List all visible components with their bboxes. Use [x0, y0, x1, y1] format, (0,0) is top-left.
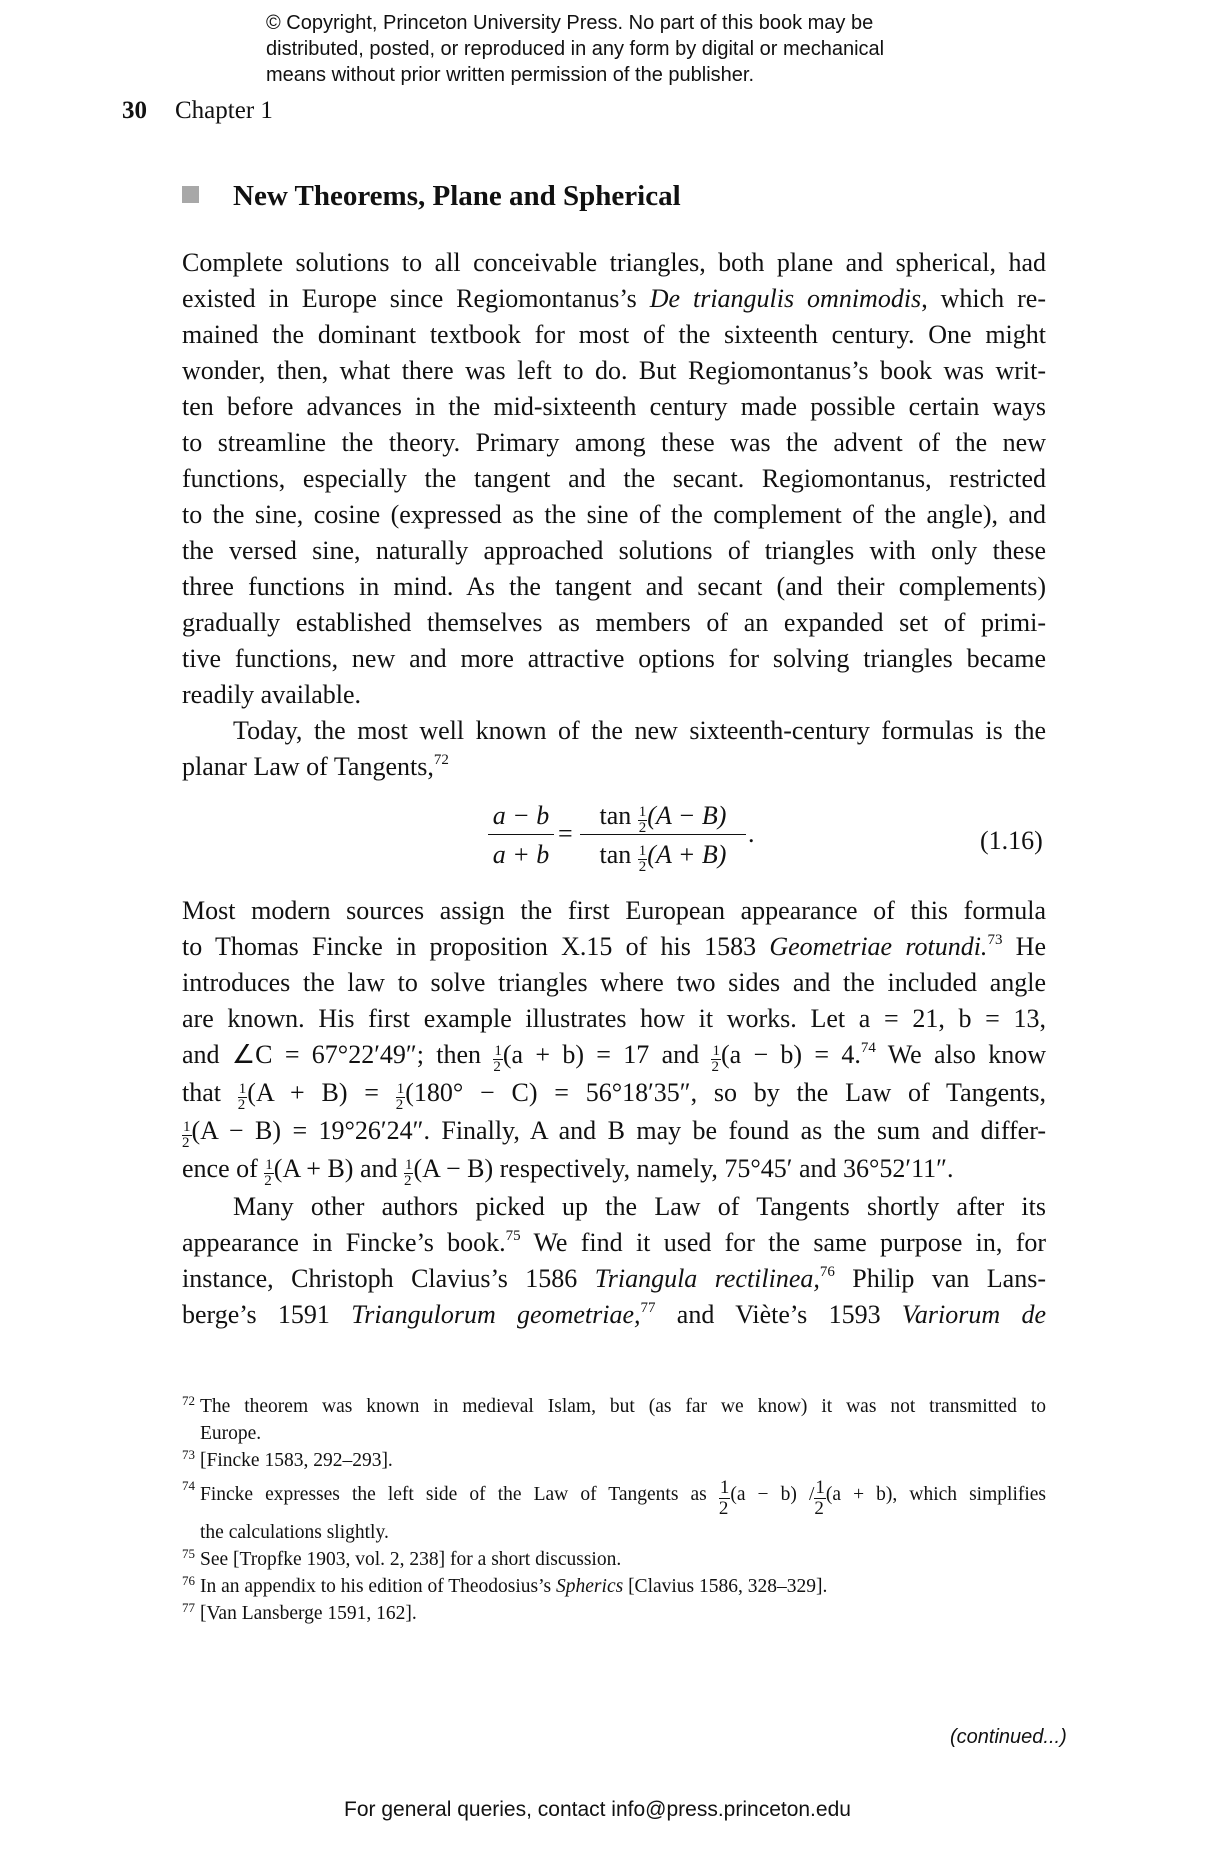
text-line: to streamline the theory. Primary among these was the advent of the new — [182, 428, 1046, 457]
half-fraction — [719, 1478, 731, 1519]
lhs-numerator: a − b — [488, 798, 554, 835]
text-line — [182, 1225, 1046, 1261]
half-fraction — [638, 805, 648, 836]
page-number: 30 — [122, 97, 147, 124]
text-span: ence of — [182, 1154, 258, 1183]
text-line — [182, 929, 1046, 965]
chapter-label: Chapter 1 — [175, 97, 273, 124]
text-span: We also know — [875, 1040, 1046, 1069]
footnote-75 — [182, 1546, 1046, 1573]
half-fraction — [493, 1044, 503, 1075]
half-fraction — [238, 1082, 248, 1113]
running-head — [122, 96, 273, 126]
footer-contact: For general queries, contact info@press.princeton.edu — [344, 1798, 851, 1821]
text-span: In an appendix to his edition of Theodosius’s — [200, 1576, 557, 1597]
frac-num: 1 — [396, 1081, 405, 1097]
text-line — [182, 1261, 1046, 1297]
text-line: the versed sine, naturally approached solutions of triangles with only these — [182, 536, 1046, 565]
text-line: Many other authors picked up the Law of Tangents shortly after its — [233, 1192, 1046, 1221]
footnote-line — [200, 1478, 1046, 1519]
text-line — [182, 1151, 1046, 1189]
formula-period: . — [748, 819, 755, 848]
text-line: Today, the most well known of the new sixteenth-century formulas is the — [233, 716, 1046, 745]
text-span: [Clavius 1586, 328–329]. — [623, 1576, 828, 1597]
footnote-line — [200, 1573, 1046, 1600]
frac-den: 2 — [264, 1173, 272, 1189]
text-span: (a − b) = 4. — [720, 1040, 861, 1069]
equation-number: (1.16) — [980, 826, 1043, 855]
text-span: (180° − C) = 56°18′35″, so by the Law of Tangents, — [405, 1078, 1047, 1107]
text-line — [182, 749, 1046, 785]
footnotes — [182, 1393, 1046, 1627]
text-span: (a + b), which simplifies — [825, 1484, 1047, 1505]
text-span: that — [182, 1078, 221, 1107]
footnote-ref: 77 — [640, 1300, 656, 1316]
section-title: New Theorems, Plane and Spherical — [233, 180, 681, 212]
equals-sign: = — [558, 819, 573, 848]
text-span: (A + B) = — [247, 1078, 379, 1107]
book-title: Geometriae rotundi. — [769, 932, 988, 961]
frac-num: 1 — [712, 1043, 720, 1059]
paragraph-1 — [182, 245, 1046, 713]
copyright-line: distributed, posted, or reproduced in any form by digital or mechanical — [266, 38, 885, 60]
text-line: wonder, then, what there was left to do. But Regiomontanus’s book was writ- — [182, 356, 1046, 385]
footnote-mark: 75 — [182, 1546, 195, 1561]
footnote-line: Europe. — [200, 1423, 262, 1444]
paragraph-3 — [182, 893, 1046, 1333]
frac-num: 1 — [183, 1119, 191, 1135]
frac-num: 1 — [815, 1477, 825, 1498]
footnote-73 — [182, 1447, 1046, 1474]
formula-rhs — [580, 798, 746, 875]
text-line — [182, 1037, 1046, 1075]
footnote-mark: 74 — [182, 1478, 195, 1493]
footnote-line: the calculations slightly. — [200, 1522, 389, 1543]
footnote-ref: 76 — [819, 1264, 835, 1280]
frac-den: 2 — [638, 859, 647, 875]
footnote-mark: 72 — [182, 1393, 195, 1408]
law-of-tangents-formula — [484, 798, 784, 886]
footnote-line: [Van Lansberge 1591, 162]. — [200, 1603, 417, 1624]
text-span: (A + B) and — [273, 1154, 398, 1183]
frac-num: 1 — [238, 1081, 247, 1097]
frac-den: 2 — [182, 1135, 190, 1151]
text-line: are known. His first example illustrates how it works. Let a = 21, b = 13, — [182, 1004, 1046, 1033]
copyright-line: © Copyright, Princeton University Press. No part of this book may be — [266, 12, 874, 34]
copyright-notice — [266, 10, 986, 88]
text-span: appearance in Fincke’s book. — [182, 1228, 506, 1257]
half-fraction — [711, 1044, 721, 1075]
text-line: three functions in mind. As the tangent and secant (and their complements) — [182, 572, 1046, 601]
footnote-77 — [182, 1600, 1046, 1627]
rhs-num-arg: (A − B) — [647, 801, 727, 830]
rhs-den-arg: (A + B) — [647, 840, 727, 869]
continued-note: (continued...) — [950, 1726, 1067, 1748]
book-title: De triangulis omnimodis — [649, 284, 922, 313]
frac-den: 2 — [638, 820, 647, 836]
footnote-mark: 73 — [182, 1447, 195, 1462]
text-line — [182, 1113, 1046, 1151]
section-heading — [182, 178, 681, 214]
text-span: (A − B) respectively, namely, 75°45′ and 36°52′11″. — [413, 1154, 954, 1183]
frac-den: 2 — [403, 1173, 412, 1189]
text-span: and Viète’s 1593 — [655, 1300, 902, 1329]
half-fraction — [638, 844, 648, 875]
footnote-mark: 77 — [182, 1600, 195, 1615]
book-title: Spherics — [556, 1576, 624, 1597]
text-line — [182, 1075, 1046, 1113]
text-line — [182, 281, 1046, 317]
book-title: Triangulorum geometriae, — [351, 1300, 641, 1329]
footnote-line: The theorem was known in medieval Islam, but (as far we know) it was not transmitted to — [200, 1396, 1046, 1417]
formula-lhs — [488, 798, 554, 871]
frac-den: 2 — [237, 1097, 246, 1113]
half-fraction — [814, 1478, 826, 1519]
text-span: (a + b) = 17 and — [502, 1040, 700, 1069]
frac-den: 2 — [814, 1498, 824, 1519]
footnote-ref: 73 — [987, 932, 1003, 948]
text-span: berge’s 1591 — [182, 1300, 352, 1329]
tan-label: tan — [599, 840, 632, 869]
rhs-numerator — [580, 798, 746, 835]
frac-den: 2 — [493, 1059, 501, 1075]
text-span: (A − B) = 19°26′24″. Finally, A and B may be found as the sum and differ- — [191, 1116, 1046, 1145]
frac-num: 1 — [265, 1157, 273, 1173]
frac-num: 1 — [719, 1477, 730, 1498]
text-span: to Thomas Fincke in proposition X.15 of his 1583 — [182, 932, 770, 961]
tan-label: tan — [599, 801, 632, 830]
text-line: Complete solutions to all conceivable triangles, both plane and spherical, had — [182, 248, 1046, 277]
text-span: Fincke expresses the left side of the Law of Tangents as — [200, 1484, 707, 1505]
rhs-denominator — [580, 835, 746, 875]
text-span: Philip van Lans- — [834, 1264, 1047, 1293]
section-marker-icon — [182, 186, 199, 203]
text-line: readily available. — [182, 680, 362, 709]
book-title: Triangula rectilinea, — [594, 1264, 820, 1293]
text-line: mained the dominant textbook for most of the sixteenth century. One might — [182, 320, 1046, 349]
text-line: to the sine, cosine (expressed as the sine of the complement of the angle), and — [182, 500, 1046, 529]
lhs-denominator: a + b — [492, 840, 550, 869]
text-line: functions, especially the tangent and the secant. Regiomontanus, restricted — [182, 464, 1046, 493]
footnote-mark: 76 — [182, 1573, 195, 1588]
footnote-line: [Fincke 1583, 292–293]. — [200, 1450, 393, 1471]
frac-num: 1 — [638, 843, 647, 859]
text-span: planar Law of Tangents, — [182, 752, 434, 781]
copyright-line: means without prior written permission of the publisher. — [266, 64, 755, 86]
frac-den: 2 — [395, 1097, 404, 1113]
text-line: Most modern sources assign the first European appearance of this formula — [182, 896, 1046, 925]
text-line: introduces the law to solve triangles where two sides and the included angle — [182, 968, 1046, 997]
frac-num: 1 — [494, 1043, 502, 1059]
footnote-ref: 72 — [433, 752, 449, 768]
footnote-line: See [Tropfke 1903, vol. 2, 238] for a short discussion. — [200, 1549, 622, 1570]
footnote-72 — [182, 1393, 1046, 1447]
book-title: Variorum de — [901, 1300, 1046, 1329]
footnote-ref: 75 — [505, 1228, 521, 1244]
half-fraction — [182, 1120, 192, 1151]
text-span: and ∠C = 67°22′49″; then — [182, 1040, 482, 1069]
text-span: We find it used for the same purpose in, for — [520, 1228, 1047, 1257]
text-span: , which re- — [921, 284, 1046, 313]
text-span: (a − b) / — [730, 1484, 815, 1505]
frac-num: 1 — [638, 804, 647, 820]
paragraph-2 — [182, 713, 1046, 785]
text-span: He — [1002, 932, 1046, 961]
text-line: ten before advances in the mid-sixteenth century made possible certain ways — [182, 392, 1046, 421]
footnote-74 — [182, 1478, 1046, 1546]
text-span: existed in Europe since Regiomontanus’s — [182, 284, 650, 313]
text-span: instance, Christoph Clavius’s 1586 — [182, 1264, 595, 1293]
text-line: gradually established themselves as members of an expanded set of primi- — [182, 608, 1046, 637]
frac-den: 2 — [718, 1498, 729, 1519]
text-line: tive functions, new and more attractive options for solving triangles became — [182, 644, 1046, 673]
text-line — [182, 1297, 1046, 1333]
frac-num: 1 — [404, 1157, 413, 1173]
half-fraction — [264, 1158, 274, 1189]
half-fraction — [396, 1082, 406, 1113]
footnote-76 — [182, 1573, 1046, 1600]
frac-den: 2 — [711, 1059, 719, 1075]
footnote-ref: 74 — [860, 1040, 876, 1056]
